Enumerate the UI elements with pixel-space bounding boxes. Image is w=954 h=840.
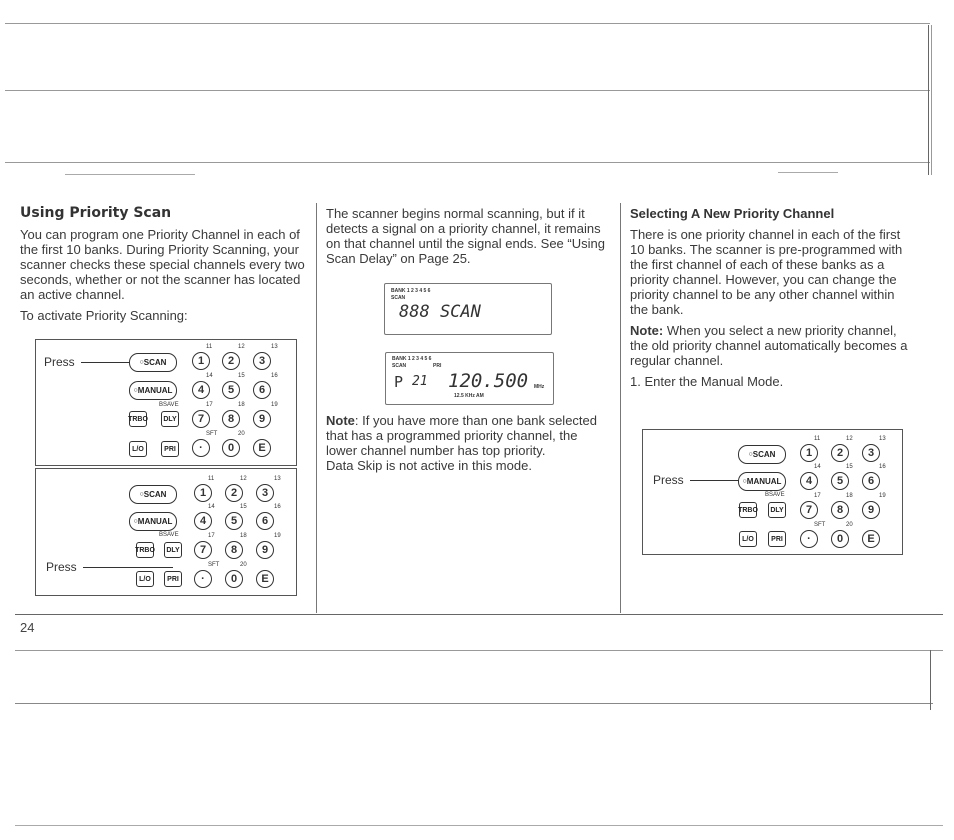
lcd-display-priority [385, 352, 554, 405]
manual-key[interactable]: ○ MANUAL [738, 472, 786, 491]
top-short-rule-right [778, 172, 838, 173]
section-heading-using-priority-scan: Using Priority Scan [20, 205, 172, 221]
scan-key[interactable]: ○ SCAN [129, 485, 177, 504]
lcd-main-readout: 888 SCAN [399, 302, 481, 322]
sup-13: 13 [274, 476, 281, 482]
right-edge-line-2 [931, 25, 932, 175]
sup-17: 17 [208, 533, 215, 539]
lcd-channel-number: 21 [412, 374, 428, 389]
num-key-9[interactable]: 9 [256, 541, 274, 559]
bottom-right-edge-line [930, 650, 931, 710]
trbo-key[interactable]: TRBO [739, 502, 757, 518]
sup-17: 17 [206, 402, 213, 408]
top-rule-2 [5, 90, 930, 91]
pri-key[interactable]: PRI [161, 441, 179, 457]
middle-note [326, 413, 606, 458]
press-label: Press [46, 560, 77, 574]
scan-key-indicator-icon: ○ [139, 359, 144, 366]
keypad-box-manual [642, 429, 903, 555]
bottom-rule-1 [15, 614, 943, 615]
sup-14: 14 [206, 373, 213, 379]
manual-key[interactable]: ○ MANUAL [129, 512, 177, 531]
scan-key[interactable]: ○ SCAN [129, 353, 177, 372]
bottom-rule-4 [15, 825, 943, 826]
sup-20: 20 [240, 562, 247, 568]
bsave-label: BSAVE [159, 402, 179, 408]
num-key-9[interactable]: 9 [253, 410, 271, 428]
sup-12: 12 [238, 344, 245, 350]
middle-column-bottom [326, 413, 606, 479]
top-rule-3 [5, 162, 930, 163]
lo-key[interactable]: L/O [136, 571, 154, 587]
bsave-label: BSAVE [765, 492, 785, 498]
num-key-6[interactable]: 6 [253, 381, 271, 399]
press-label: Press [653, 473, 684, 487]
scan-key-indicator-icon: ○ [748, 451, 753, 458]
lcd-bank-label: BANK 1 2 3 4 5 6 [391, 288, 431, 294]
sup-11: 11 [208, 476, 215, 482]
scan-key-indicator-icon: ○ [139, 491, 144, 498]
num-key-5[interactable]: 5 [831, 472, 849, 490]
top-rule-1 [5, 23, 930, 24]
e-key[interactable]: E [253, 439, 271, 457]
num-key-7[interactable]: 7 [194, 541, 212, 559]
bsave-label: BSAVE [159, 532, 179, 538]
middle-column-top [326, 206, 606, 272]
num-key-6[interactable]: 6 [256, 512, 274, 530]
num-key-0[interactable]: 0 [831, 530, 849, 548]
sft-label: SFT [208, 562, 220, 568]
press-pointer-line [690, 480, 740, 481]
column-divider-1 [316, 203, 317, 613]
num-key-4[interactable]: 4 [192, 381, 210, 399]
sup-12: 12 [846, 436, 853, 442]
lcd-frequency: 120.500 [448, 370, 529, 392]
num-key-1[interactable]: 1 [192, 352, 210, 370]
num-key-5[interactable]: 5 [225, 512, 243, 530]
num-key-1[interactable]: 1 [194, 484, 212, 502]
num-key-5[interactable]: 5 [222, 381, 240, 399]
left-paragraph-1: You can program one Priority Channel in each of the first 10 banks. During Priority Scanning, your scanner checks these special channels every two seconds, whether or not the scanner has located an active channel. [20, 227, 305, 302]
keypad-box-pri [35, 468, 297, 596]
trbo-key[interactable]: TRBO [136, 542, 154, 558]
num-key-7[interactable]: 7 [800, 501, 818, 519]
num-key-0[interactable]: 0 [222, 439, 240, 457]
lcd-step: 12.5 KHz AM [454, 393, 484, 399]
num-key-3[interactable]: 3 [862, 444, 880, 462]
right-paragraph-1: There is one priority channel in each of the first 10 banks. The scanner is pre-programmed with the first channel of each of these banks as a priority channel. However, you can change the priority channel to be any other channel within the bank. [630, 227, 903, 317]
e-key[interactable]: E [256, 570, 274, 588]
press-pointer-line [83, 567, 173, 568]
note-label: Note [326, 413, 355, 428]
manual-key[interactable]: ○ MANUAL [129, 381, 177, 400]
right-edge-line [928, 25, 929, 175]
section-heading-selecting-priority: Selecting A New Priority Channel [630, 206, 835, 221]
sup-12: 12 [240, 476, 247, 482]
dot-key[interactable]: · [800, 530, 818, 548]
middle-paragraph-1: The scanner begins normal scanning, but if it detects a signal on a priority channel, it remains on that channel until the signal ends. See “Using Scan Delay” on Page 25. [326, 206, 605, 266]
sup-16: 16 [879, 464, 886, 470]
dot-key[interactable]: · [194, 570, 212, 588]
right-step-1: 1. Enter the Manual Mode. [630, 374, 784, 389]
sft-label: SFT [206, 431, 218, 437]
manual-key-indicator-icon: ○ [133, 518, 138, 525]
lo-key[interactable]: L/O [739, 531, 757, 547]
press-pointer-line [81, 362, 131, 363]
lcd-unit: MHz [534, 384, 545, 390]
right-note [630, 323, 910, 368]
sup-19: 19 [879, 493, 886, 499]
left-paragraph-2: To activate Priority Scanning: [20, 308, 188, 323]
column-divider-2 [620, 203, 621, 613]
press-label: Press [44, 355, 75, 369]
manual-key-indicator-icon: ○ [742, 478, 747, 485]
page-number: 24 [20, 620, 35, 635]
num-key-6[interactable]: 6 [862, 472, 880, 490]
dly-key[interactable]: DLY [164, 542, 182, 558]
sup-20: 20 [846, 522, 853, 528]
note-text: When you select a new priority channel, the old priority channel automatically becomes a regular channel. [630, 323, 908, 368]
middle-paragraph-2: Data Skip is not active in this mode. [326, 458, 532, 473]
sup-18: 18 [846, 493, 853, 499]
left-column [20, 206, 305, 329]
lcd-display-scan [384, 283, 552, 335]
sup-14: 14 [814, 464, 821, 470]
sft-label: SFT [814, 522, 826, 528]
num-key-3[interactable]: 3 [256, 484, 274, 502]
lcd-scan-label: SCAN [392, 363, 407, 369]
sup-15: 15 [238, 373, 245, 379]
dot-key[interactable]: · [192, 439, 210, 457]
num-key-4[interactable]: 4 [194, 512, 212, 530]
num-key-0[interactable]: 0 [225, 570, 243, 588]
note-text: : If you have more than one bank selected that has a programmed priority channel, the lower channel number has top priority. [326, 413, 597, 458]
num-key-4[interactable]: 4 [800, 472, 818, 490]
dly-key[interactable]: DLY [161, 411, 179, 427]
sup-13: 13 [271, 344, 278, 350]
sup-19: 19 [271, 402, 278, 408]
sup-11: 11 [206, 344, 213, 350]
sup-19: 19 [274, 533, 281, 539]
pri-key[interactable]: PRI [164, 571, 182, 587]
e-key[interactable]: E [862, 530, 880, 548]
sup-17: 17 [814, 493, 821, 499]
dly-key[interactable]: DLY [768, 502, 786, 518]
bottom-rule-2 [15, 650, 943, 651]
sup-13: 13 [879, 436, 886, 442]
sup-15: 15 [240, 504, 247, 510]
scan-key[interactable]: ○ SCAN [738, 445, 786, 464]
trbo-key[interactable]: TRBO [129, 411, 147, 427]
lcd-p-indicator: P [394, 373, 404, 391]
lcd-bank-label: BANK 1 2 3 4 5 6 [392, 356, 432, 362]
num-key-2[interactable]: 2 [831, 444, 849, 462]
manual-key-indicator-icon: ○ [133, 387, 138, 394]
sup-15: 15 [846, 464, 853, 470]
num-key-1[interactable]: 1 [800, 444, 818, 462]
num-key-9[interactable]: 9 [862, 501, 880, 519]
top-short-rule-left [65, 174, 195, 175]
num-key-7[interactable]: 7 [192, 410, 210, 428]
num-key-8[interactable]: 8 [225, 541, 243, 559]
lo-key[interactable]: L/O [129, 441, 147, 457]
sup-11: 11 [814, 436, 821, 442]
lcd-scan-label: SCAN [391, 295, 406, 301]
num-key-8[interactable]: 8 [831, 501, 849, 519]
sup-16: 16 [271, 373, 278, 379]
num-key-2[interactable]: 2 [222, 352, 240, 370]
note-label: Note: [630, 323, 664, 338]
keypad-box-scan [35, 339, 297, 466]
right-column [630, 206, 910, 395]
sup-16: 16 [274, 504, 281, 510]
num-key-8[interactable]: 8 [222, 410, 240, 428]
sup-14: 14 [208, 504, 215, 510]
sup-18: 18 [238, 402, 245, 408]
num-key-2[interactable]: 2 [225, 484, 243, 502]
num-key-3[interactable]: 3 [253, 352, 271, 370]
sup-18: 18 [240, 533, 247, 539]
bottom-rule-3 [15, 703, 933, 704]
sup-20: 20 [238, 431, 245, 437]
pri-key[interactable]: PRI [768, 531, 786, 547]
lcd-pri-label: PRI [433, 363, 442, 369]
